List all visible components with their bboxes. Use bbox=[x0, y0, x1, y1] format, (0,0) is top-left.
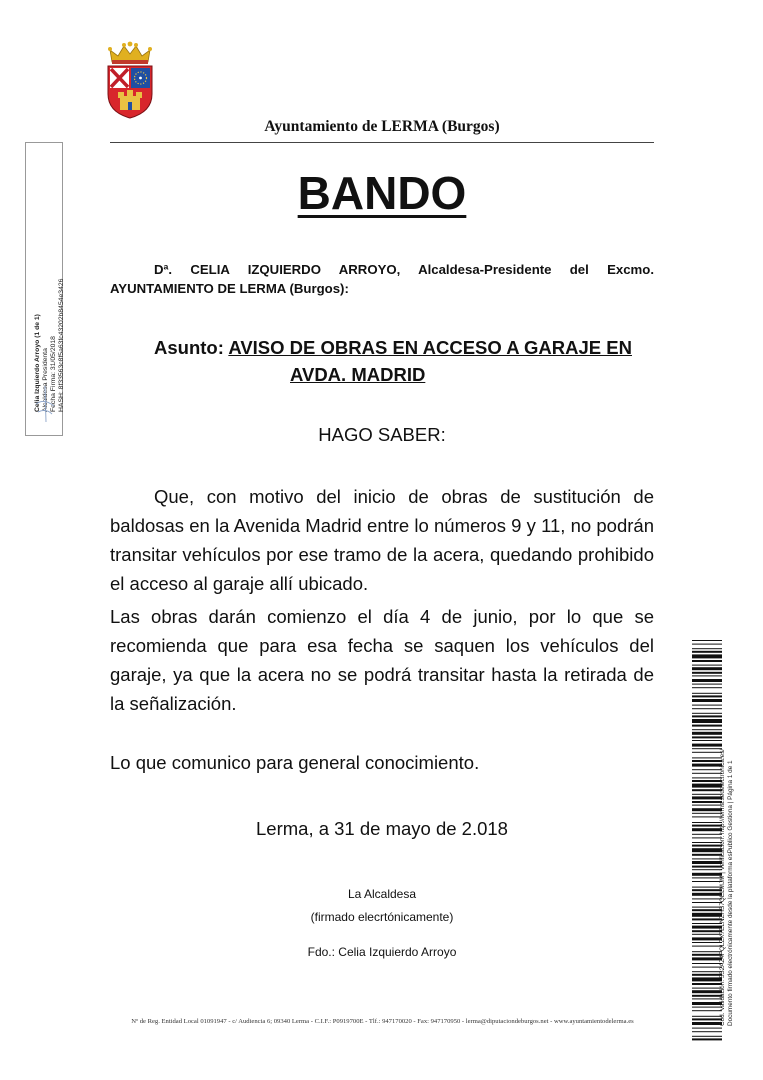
validation-barcode bbox=[692, 640, 722, 1042]
subject-line-2: AVDA. MADRID bbox=[290, 364, 426, 385]
body-paragraph-2: Las obras darán comienzo el día 4 de junio, por lo que se recomienda que para esa fecha se saquen los vehículos del garaje, ya que la acera no se podrá transitar hasta la retirada de la señalización. bbox=[110, 606, 654, 714]
subject-label: Asunto: bbox=[154, 337, 224, 358]
body-paragraph-1-text: Que, con motivo del inicio de obras de sustitución de baldosas en la Avenida Madrid entre lo números 9 y 11, no podrán transitar vehículos por ese tramo de la acera, quedando prohibido el acceso al garaje allí ubicado. bbox=[110, 486, 654, 594]
stamp-role: Alcaldesa Presidenta bbox=[42, 348, 49, 412]
document-title: BANDO bbox=[297, 167, 467, 219]
coat-of-arms-logo bbox=[104, 40, 156, 120]
stamp-hash: HASH: 8f33563c8f5a63fc43202b8454e3426 bbox=[58, 278, 65, 412]
body-paragraph-1 bbox=[110, 482, 654, 598]
stamp-date: Fecha Firma: 31/05/2018 bbox=[50, 336, 57, 412]
validation-text bbox=[719, 656, 749, 1026]
place-date: Lerma, a 31 de mayo de 2.018 bbox=[256, 818, 508, 839]
validation-code: Cód. Validación: 5S2AZ4FQLZX7ELNZHS7QELMJM | Verificación: http://lerma.sedelectronica.es/ bbox=[719, 748, 726, 1026]
signature-stamp-text bbox=[34, 182, 68, 412]
subject-line-1: AVISO DE OBRAS EN ACCESO A GARAJE EN bbox=[228, 337, 632, 358]
footer-contact: Nº de Reg. Entidad Local 01091947 - c/ Audiencia 6; 09340 Lerma - C.I.F.: P0919700E - Tlf.: 947170020 - Fax: 947170950 - lerma@diputaciondeburgos.net - www.ayuntamientodelerma.es bbox=[131, 1018, 634, 1025]
addressee-paragraph bbox=[110, 260, 654, 298]
addressee-text: Dª. CELIA IZQUIERDO ARROYO, Alcaldesa-Presidente del Excmo. AYUNTAMIENTO DE LERMA (Burgos): bbox=[110, 262, 654, 296]
handwritten-signature bbox=[30, 384, 60, 424]
body-paragraph-3: Lo que comunico para general conocimiento. bbox=[110, 752, 480, 773]
announcement-heading: HAGO SABER: bbox=[318, 424, 446, 445]
municipality-header: Ayuntamiento de LERMA (Burgos) bbox=[264, 118, 500, 135]
validation-platform: Documento firmado electrónicamente desde la plataforma esPublico Gestiona | Página 1 de 1 bbox=[727, 760, 734, 1026]
signature-note: (firmado elecrtónicamente) bbox=[310, 910, 454, 924]
signature-name: Fdo.: Celia Izquierdo Arroyo bbox=[307, 945, 457, 959]
stamp-signer: Celia Izquierdo Arroyo (1 de 1) bbox=[34, 314, 41, 412]
signature-role: La Alcaldesa bbox=[347, 887, 417, 901]
header-divider bbox=[110, 142, 654, 143]
subject-block bbox=[110, 334, 654, 388]
